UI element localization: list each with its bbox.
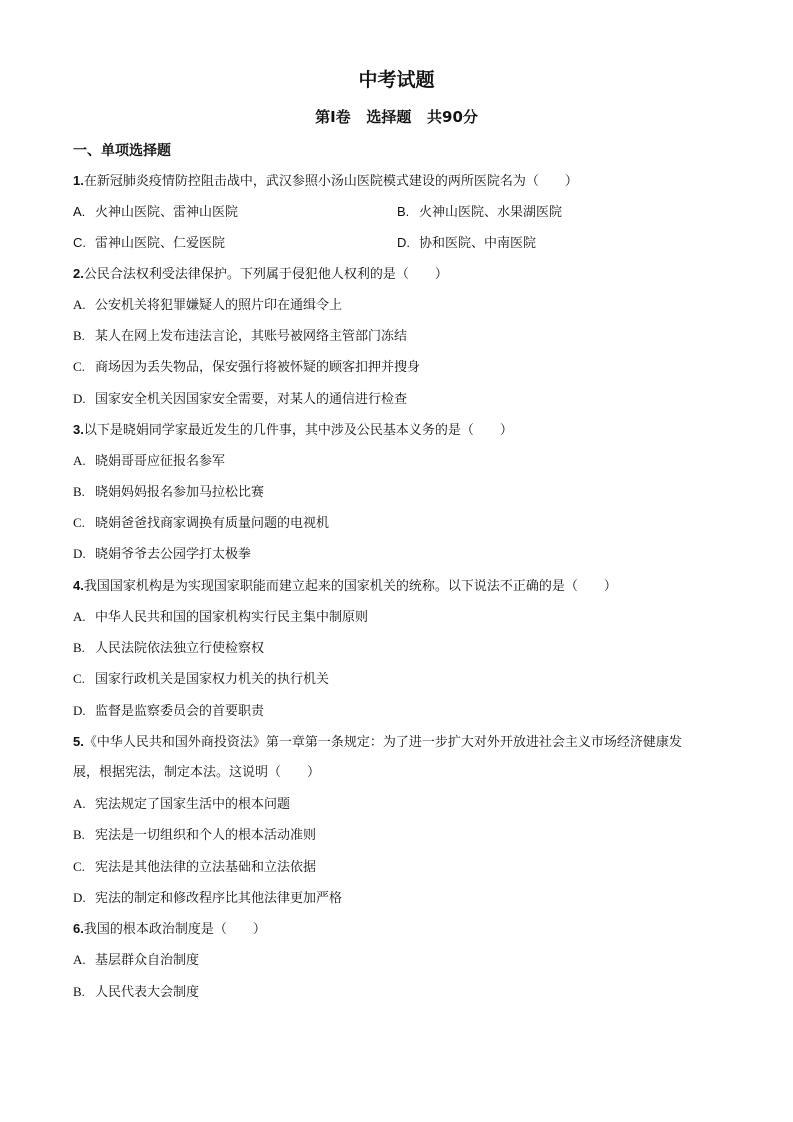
- option-letter: A.: [73, 204, 86, 219]
- question-5: [73, 732, 682, 753]
- question-2: [73, 264, 448, 285]
- option-text: 晓娟妈妈报名参加马拉松比赛: [95, 485, 265, 500]
- question-stem: 公民合法权利受法律保护。下列属于侵犯他人权利的是（ ）: [83, 267, 448, 282]
- option-1b: [397, 202, 562, 223]
- option-5a: [73, 794, 290, 815]
- option-text: 国家安全机关因国家安全需要，对某人的通信进行检查: [95, 392, 408, 407]
- question-number: 5.: [73, 734, 84, 749]
- option-letter: C.: [73, 359, 85, 374]
- option-letter: B.: [73, 484, 85, 499]
- option-text: 火神山医院、水果湖医院: [419, 205, 563, 220]
- option-2d: [73, 389, 407, 410]
- option-letter: D.: [73, 391, 86, 406]
- option-1c: [73, 233, 225, 254]
- option-text: 宪法是一切组织和个人的根本活动准则: [95, 828, 317, 843]
- option-letter: C.: [73, 515, 85, 530]
- option-letter: D.: [73, 890, 86, 905]
- option-4b: [73, 638, 264, 659]
- question-number: 6.: [73, 921, 84, 936]
- option-text: 某人在网上发布违法言论，其账号被网络主管部门冻结: [95, 329, 408, 344]
- option-5b: [73, 825, 316, 846]
- option-3a: [73, 451, 225, 472]
- option-letter: D.: [73, 703, 86, 718]
- question-4: [73, 576, 617, 597]
- option-letter: A.: [73, 609, 86, 624]
- option-letter: D.: [73, 546, 86, 561]
- option-letter: B.: [397, 204, 410, 219]
- option-6a: [73, 950, 199, 971]
- option-letter: A.: [73, 297, 86, 312]
- option-letter: A.: [73, 796, 86, 811]
- option-text: 协和医院、中南医院: [419, 236, 537, 251]
- option-4c: [73, 669, 329, 690]
- question-number: 4.: [73, 578, 84, 593]
- question-stem: 我国国家机构是为实现国家职能而建立起来的国家机关的统称。以下说法不正确的是（ ）: [83, 579, 617, 594]
- option-2a: [73, 295, 342, 316]
- option-2c: [73, 357, 420, 378]
- question-stem: 在新冠肺炎疫情防控阻击战中，武汉参照小汤山医院模式建设的两所医院名为（ ）: [83, 174, 578, 189]
- option-letter: D.: [397, 235, 410, 250]
- question-3: [73, 420, 513, 441]
- option-4a: [73, 607, 368, 628]
- option-text: 监督是监察委员会的首要职责: [95, 704, 265, 719]
- section-heading: 一、单项选择题: [73, 143, 171, 159]
- option-text: 公安机关将犯罪嫌疑人的照片印在通缉令上: [95, 298, 343, 313]
- question-number: 2.: [73, 266, 84, 281]
- option-letter: B.: [73, 984, 85, 999]
- option-letter: C.: [73, 859, 85, 874]
- option-text: 晓娟爸爸找商家调换有质量问题的电视机: [95, 516, 330, 531]
- question-stem: 以下是晓娟同学家最近发生的几件事，其中涉及公民基本义务的是（ ）: [83, 423, 513, 438]
- option-letter: C.: [73, 235, 86, 250]
- option-3d: [73, 544, 251, 565]
- option-5d: [73, 888, 342, 909]
- option-text: 宪法的制定和修改程序比其他法律更加严格: [95, 891, 343, 906]
- option-text: 商场因为丢失物品，保安强行将被怀疑的顾客扣押并搜身: [95, 360, 421, 375]
- option-6b: [73, 982, 199, 1003]
- option-letter: C.: [73, 671, 85, 686]
- option-text: 晓娟爷爷去公园学打太极拳: [95, 547, 252, 562]
- question-stem: 《中华人民共和国外商投资法》第一章第一条规定：为了进一步扩大对外开放进社会主义市场经济健康发: [83, 735, 682, 750]
- option-3c: [73, 513, 329, 534]
- question-6: [73, 919, 266, 940]
- option-letter: B.: [73, 827, 85, 842]
- option-letter: B.: [73, 640, 85, 655]
- option-text: 人民法院依法独立行使检察权: [95, 641, 265, 656]
- question-stem: 我国的根本政治制度是（ ）: [83, 922, 266, 937]
- option-text: 人民代表大会制度: [95, 985, 200, 1000]
- option-1d: [397, 233, 536, 254]
- page-title: 中考试题: [358, 69, 435, 91]
- option-letter: A.: [73, 453, 86, 468]
- option-text: 宪法规定了国家生活中的根本问题: [95, 797, 291, 812]
- option-text: 雷神山医院、仁爱医院: [95, 236, 226, 251]
- option-2b: [73, 326, 407, 347]
- option-4d: [73, 701, 264, 722]
- question-number: 3.: [73, 422, 84, 437]
- question-1: [73, 171, 578, 192]
- option-1a: [73, 202, 238, 223]
- option-text: 基层群众自治制度: [95, 953, 200, 968]
- option-text: 国家行政机关是国家权力机关的执行机关: [95, 672, 330, 687]
- question-number: 1.: [73, 173, 84, 188]
- option-text: 火神山医院、雷神山医院: [95, 205, 239, 220]
- option-text: 中华人民共和国的国家机构实行民主集中制原则: [95, 610, 369, 625]
- option-5c: [73, 857, 316, 878]
- option-letter: B.: [73, 328, 85, 343]
- option-3b: [73, 482, 264, 503]
- option-text: 晓娟哥哥应征报名参军: [95, 454, 226, 469]
- paper-subtitle: 第Ⅰ卷 选择题 共90分: [315, 108, 478, 126]
- option-letter: A.: [73, 952, 86, 967]
- question-5-continued: 展，根据宪法，制定本法。这说明（ ）: [73, 765, 321, 780]
- option-text: 宪法是其他法律的立法基础和立法依据: [95, 860, 317, 875]
